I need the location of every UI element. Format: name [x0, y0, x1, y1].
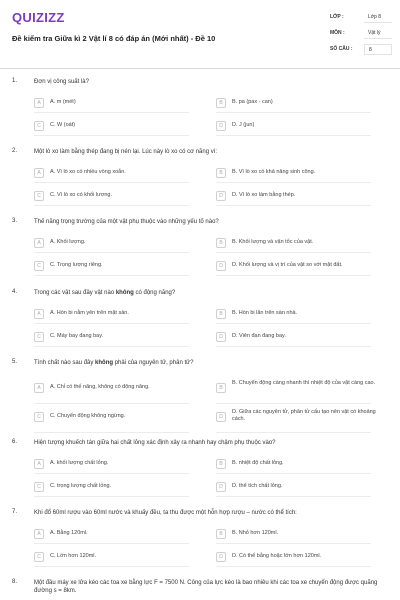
question-text-part: phải của nguyên tử, phân tử? — [113, 360, 194, 366]
meta-value-class: Lớp 8 — [364, 12, 392, 23]
option-text: A. Khối lượng. — [50, 239, 86, 245]
meta-value-count: 8 — [364, 44, 392, 55]
option-letter: C — [34, 261, 44, 271]
option-text: C. W (oát) — [50, 122, 76, 128]
question-text: Thế năng trọng trường của một vật phụ thuộc vào những yếu tố nào? — [34, 219, 219, 225]
option-letter: B — [216, 529, 226, 539]
option-text: D. J (jun) — [232, 122, 255, 128]
option-letter: D — [216, 482, 226, 492]
question-text — [34, 359, 384, 367]
question-number: 4. — [12, 289, 18, 295]
question-text — [34, 289, 384, 297]
option-divider — [34, 496, 189, 497]
option-text: B. nhiệt độ chất lỏng. — [232, 460, 284, 466]
question-text: Đơn vị công suất là? — [34, 79, 89, 85]
option-letter: B — [216, 383, 226, 393]
question-number: 3. — [12, 218, 18, 224]
question-number: 8. — [12, 579, 18, 585]
option-divider — [216, 432, 371, 433]
option-divider — [216, 473, 371, 474]
option-divider — [34, 135, 189, 136]
option-letter: C — [34, 482, 44, 492]
question-number: 5. — [12, 359, 18, 365]
option-text: C. Lớn hơn 120ml. — [50, 553, 97, 559]
question-text-emphasis: không — [115, 290, 134, 296]
option-text: A. Bằng 120ml. — [50, 530, 88, 536]
question-text-emphasis: không — [95, 360, 114, 366]
question-text: Một lò xo làm bằng thép đang bị nén lại. Lúc này lò xo có cơ năng vì: — [34, 149, 218, 155]
option-text: B. pa (pax - can) — [232, 99, 273, 105]
quizizz-logo: QUIZIZZ — [12, 10, 65, 25]
option-letter: B — [216, 98, 226, 108]
option-divider — [216, 275, 371, 276]
option-letter: A — [34, 98, 44, 108]
option-letter: B — [216, 309, 226, 319]
meta-row-subject — [330, 28, 392, 44]
meta-row-count — [330, 44, 392, 60]
option-letter: B — [216, 238, 226, 248]
option-text: D. Giữa các nguyên tử, phân tử cấu tạo nên vật có khoảng cách. — [232, 409, 376, 422]
question-text: Một đầu máy xe lửa kéo các toa xe bằng lực F = 7500 N. Công của lực kéo là bao nhiêu khi các toa xe chuyển động được quãng đường s = 8km. — [34, 580, 378, 594]
option-divider — [34, 112, 189, 113]
option-letter: A — [34, 459, 44, 469]
option-divider — [34, 566, 189, 567]
option-text: A. Chỉ có thế năng, không có động năng. — [50, 384, 150, 390]
meta-label: LỚP : — [330, 14, 344, 20]
option-text: B. Khối lượng và vận tốc của vật. — [232, 239, 314, 245]
option-letter: D — [216, 121, 226, 131]
option-divider — [34, 205, 189, 206]
option-divider — [34, 432, 189, 433]
option-divider — [216, 566, 371, 567]
option-divider — [34, 346, 189, 347]
option-letter: A — [34, 168, 44, 178]
option-text: A. khối lượng chất lỏng. — [50, 460, 109, 466]
option-divider — [34, 473, 189, 474]
option-text: C. Trọng lượng riêng. — [50, 262, 103, 268]
option-letter: C — [34, 552, 44, 562]
option-text: B. Hòn bi lăn trên sàn nhà. — [232, 310, 298, 316]
option-letter: C — [34, 191, 44, 201]
option-divider — [216, 252, 371, 253]
option-text: C. Chuyển động không ngừng. — [50, 413, 126, 419]
page-header — [0, 0, 400, 68]
option-letter: B — [216, 459, 226, 469]
option-text: D. Viên đạn đang bay. — [232, 333, 286, 339]
question-text-part: có động năng? — [133, 290, 176, 296]
question-number: 6. — [12, 439, 18, 445]
option-divider — [34, 182, 189, 183]
option-text: D. Khối lượng và vị trí của vật so với mặt đất. — [232, 262, 343, 268]
option-text: C. Máy bay đang bay. — [50, 333, 104, 339]
option-letter: A — [34, 529, 44, 539]
option-text: D. Vì lò xo làm bằng thép. — [232, 192, 296, 198]
meta-value-subject: Vật lý — [364, 28, 392, 39]
option-letter: B — [216, 168, 226, 178]
option-text: B. Vì lò xo có khả năng sinh công. — [232, 169, 316, 175]
option-text: A. Hòn bi nằm yên trên mặt sàn. — [50, 310, 129, 316]
option-divider — [216, 182, 371, 183]
option-letter: D — [216, 412, 226, 422]
option-text: A. Vì lò xo có nhiều vòng xoắn. — [50, 169, 126, 175]
option-divider — [34, 543, 189, 544]
option-text: B. Nhỏ hơn 120ml. — [232, 530, 279, 536]
option-text: C. Vì lò xo có khối lượng. — [50, 192, 113, 198]
option-letter: D — [216, 261, 226, 271]
option-letter: A — [34, 309, 44, 319]
option-letter: D — [216, 552, 226, 562]
option-text: C. trọng lượng chất lỏng. — [50, 483, 112, 489]
option-letter: D — [216, 332, 226, 342]
question-text: Hiện tượng khuếch tán giữa hai chất lỏng xác định xảy ra nhanh hay chậm phụ thuộc vào? — [34, 440, 276, 446]
header-divider — [0, 68, 400, 69]
option-divider — [34, 275, 189, 276]
option-divider — [216, 543, 371, 544]
option-letter: C — [34, 121, 44, 131]
option-divider — [34, 323, 189, 324]
meta-label: MÔN : — [330, 30, 345, 36]
meta-info — [330, 12, 392, 60]
question-number: 2. — [12, 148, 18, 154]
document-title: Đề kiểm tra Giữa kì 2 Vật lí 8 có đáp án (Mới nhất) - Đề 10 — [12, 34, 216, 43]
option-divider — [216, 135, 371, 136]
question-text-part: Tính chất nào sau đây — [34, 360, 96, 366]
question-number: 1. — [12, 78, 18, 84]
option-letter: A — [34, 383, 44, 393]
option-letter: C — [34, 412, 44, 422]
option-divider — [216, 496, 371, 497]
option-divider — [216, 112, 371, 113]
option-text: D. thể tích chất lỏng. — [232, 483, 283, 489]
option-letter: A — [34, 238, 44, 248]
question-text: Khi đổ 60ml rượu vào 60ml nước và khuấy đều, ta thu được một hỗn hợp rượu – nước có thể tích: — [34, 510, 297, 516]
option-divider — [34, 252, 189, 253]
option-text: B. Chuyển động càng nhanh thì nhiệt độ của vật càng cao. — [232, 380, 376, 386]
question-text-part: Trong các vật sau đây vật nào — [34, 290, 116, 296]
option-text: D. Có thể bằng hoặc lớn hơn 120ml. — [232, 553, 322, 559]
question-number: 7. — [12, 509, 18, 515]
option-letter: C — [34, 332, 44, 342]
option-letter: D — [216, 191, 226, 201]
option-divider — [216, 346, 371, 347]
option-divider — [34, 403, 189, 404]
option-divider — [216, 205, 371, 206]
meta-row-class — [330, 12, 392, 28]
option-text: A. m (mét) — [50, 99, 76, 105]
meta-label: SỐ CÂU : — [330, 46, 353, 52]
option-divider — [216, 403, 371, 404]
option-divider — [216, 323, 371, 324]
